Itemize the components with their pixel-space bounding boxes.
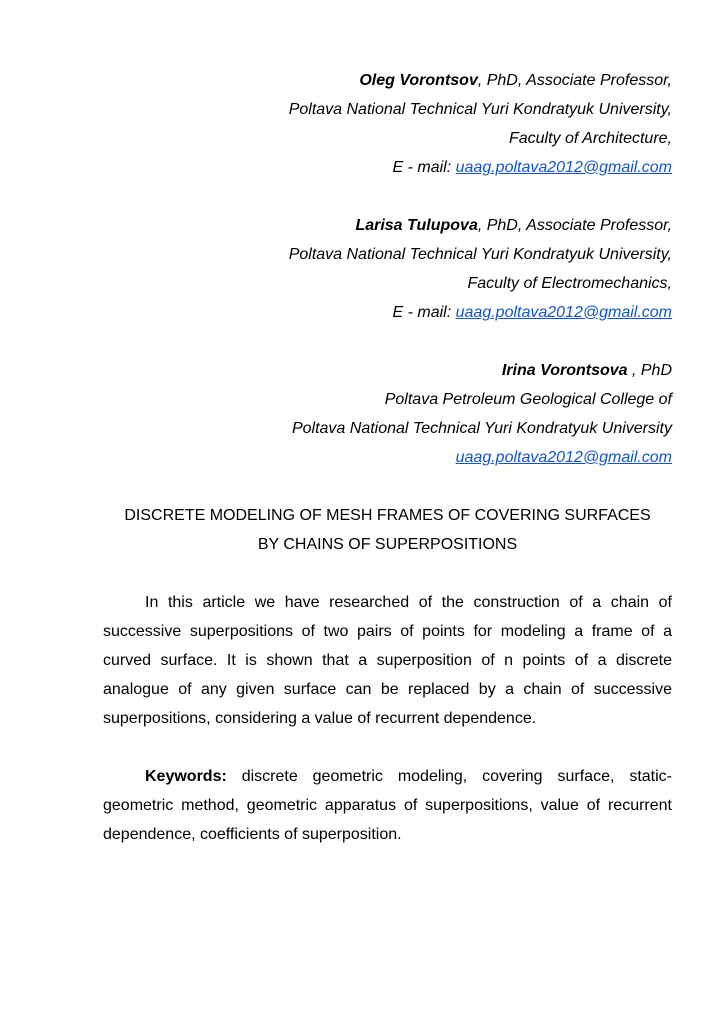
author-name-line: [103, 66, 672, 95]
author-affiliation-line: Faculty of Architecture,: [508, 130, 672, 147]
author-block-3: [103, 356, 672, 472]
email-link[interactable]: uaag.poltava2012@gmail.com: [455, 159, 672, 176]
email-link[interactable]: uaag.poltava2012@gmail.com: [455, 304, 672, 321]
author-affiliation-line: Poltava National Technical Yuri Kondratyuk University,: [288, 246, 672, 263]
author-name-line: [103, 211, 672, 240]
keywords-paragraph: [103, 762, 672, 849]
email-label: E - mail:: [392, 159, 456, 176]
author-name-line: [103, 356, 672, 385]
keywords-label: Keywords:: [145, 768, 227, 785]
author-email-line: [103, 298, 672, 327]
author-email-line: [103, 153, 672, 182]
author-affiliation-line: Poltava Petroleum Geological College of: [384, 391, 672, 408]
author-block-1: [103, 66, 672, 182]
email-link[interactable]: uaag.poltava2012@gmail.com: [455, 449, 672, 466]
keywords-text: discrete geometric modeling, covering surface, static-geometric method, geometric apparatus of superpositions, value of recurrent dependence, coefficients of superposition.: [103, 768, 672, 843]
author-affiliation-line: Faculty of Electromechanics,: [467, 275, 672, 292]
author-credentials: , PhD: [627, 362, 672, 379]
author-name: Larisa Tulupova: [355, 217, 478, 234]
paper-title-line-2: BY CHAINS OF SUPERPOSITIONS: [257, 536, 518, 553]
author-name: Oleg Vorontsov: [359, 72, 478, 89]
email-label: E - mail:: [392, 304, 456, 321]
author-name: Irina Vorontsova: [501, 362, 628, 379]
author-credentials: , PhD, Associate Professor,: [477, 72, 672, 89]
author-affiliation-line: Poltava National Technical Yuri Kondratyuk University: [291, 420, 672, 437]
author-credentials: , PhD, Associate Professor,: [477, 217, 672, 234]
author-affiliation-line: Poltava National Technical Yuri Kondratyuk University,: [288, 101, 672, 118]
paper-title-line-1: DISCRETE MODELING OF MESH FRAMES OF COVERING SURFACES: [124, 507, 651, 524]
paper-title: [103, 501, 672, 559]
author-block-2: [103, 211, 672, 327]
abstract-paragraph: In this article we have researched of the construction of a chain of successive superpositions of two pairs of points for modeling a frame of a curved surface. It is shown that a superposition of n points of a discrete analogue of any given surface can be replaced by a chain of successive superpositions, considering a value of recurrent dependence.: [103, 594, 672, 727]
author-email-line: [103, 443, 672, 472]
